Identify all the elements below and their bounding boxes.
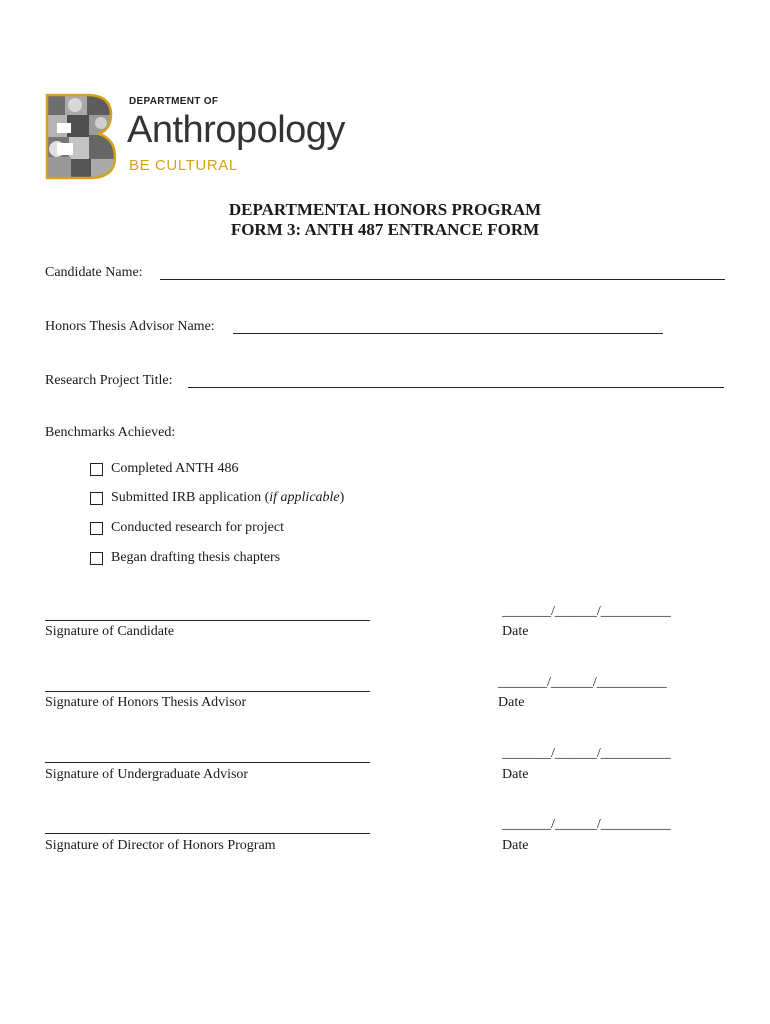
department-logo — [45, 93, 385, 183]
advisor-signature-line[interactable] — [45, 691, 370, 692]
candidate-signature-label: Signature of Candidate — [45, 624, 175, 639]
director-date-label: Date — [502, 838, 529, 853]
advisor-signature-label: Signature of Honors Thesis Advisor — [45, 695, 247, 710]
director-signature-label: Signature of Director of Honors Program — [45, 838, 276, 853]
undergrad-advisor-date-label: Date — [502, 767, 529, 782]
candidate-date-label: Date — [502, 624, 529, 639]
checkbox[interactable] — [90, 463, 103, 476]
logo-tagline: BE CULTURAL — [129, 157, 238, 174]
benchmark-item — [90, 489, 344, 507]
advisor-date-line[interactable]: _______/______/__________ — [498, 675, 667, 690]
logo-dept-of: DEPARTMENT OF — [129, 96, 219, 107]
project-title-line[interactable] — [188, 387, 724, 388]
benchmark-item — [90, 519, 284, 537]
undergrad-advisor-date-line[interactable]: _______/______/__________ — [502, 746, 671, 761]
director-date-line[interactable]: _______/______/__________ — [502, 817, 671, 832]
benchmarks-heading: Benchmarks Achieved: — [45, 425, 176, 440]
benchmark-item — [90, 549, 280, 567]
b-photo-mosaic-icon — [45, 93, 117, 180]
benchmark-label-suffix: ) — [339, 490, 345, 505]
checkbox[interactable] — [90, 492, 103, 505]
benchmark-label-text: Submitted IRB application ( — [111, 490, 270, 505]
advisor-date-label: Date — [498, 695, 525, 710]
form-title-line2: FORM 3: ANTH 487 ENTRANCE FORM — [230, 220, 540, 239]
checkbox[interactable] — [90, 552, 103, 565]
candidate-date-line[interactable]: _______/______/__________ — [502, 604, 671, 619]
project-title-label: Research Project Title: — [45, 373, 173, 388]
candidate-signature-line[interactable] — [45, 620, 370, 621]
form-title-line1: DEPARTMENTAL HONORS PROGRAM — [228, 200, 542, 219]
benchmark-label: Conducted research for project — [111, 520, 284, 535]
benchmark-label: Completed ANTH 486 — [111, 461, 239, 476]
benchmark-label-italic: if applicable — [269, 490, 340, 505]
advisor-name-line[interactable] — [233, 333, 663, 334]
candidate-name-label: Candidate Name: — [45, 265, 143, 280]
checkbox[interactable] — [90, 522, 103, 535]
undergrad-advisor-signature-line[interactable] — [45, 762, 370, 763]
logo-dept-name: Anthropology — [127, 109, 345, 151]
benchmark-item — [90, 460, 239, 478]
candidate-name-line[interactable] — [160, 279, 725, 280]
director-signature-line[interactable] — [45, 833, 370, 834]
undergrad-advisor-signature-label: Signature of Undergraduate Advisor — [45, 767, 249, 782]
advisor-name-label: Honors Thesis Advisor Name: — [45, 319, 215, 334]
benchmark-label: Began drafting thesis chapters — [111, 550, 281, 565]
benchmark-label — [111, 490, 344, 506]
